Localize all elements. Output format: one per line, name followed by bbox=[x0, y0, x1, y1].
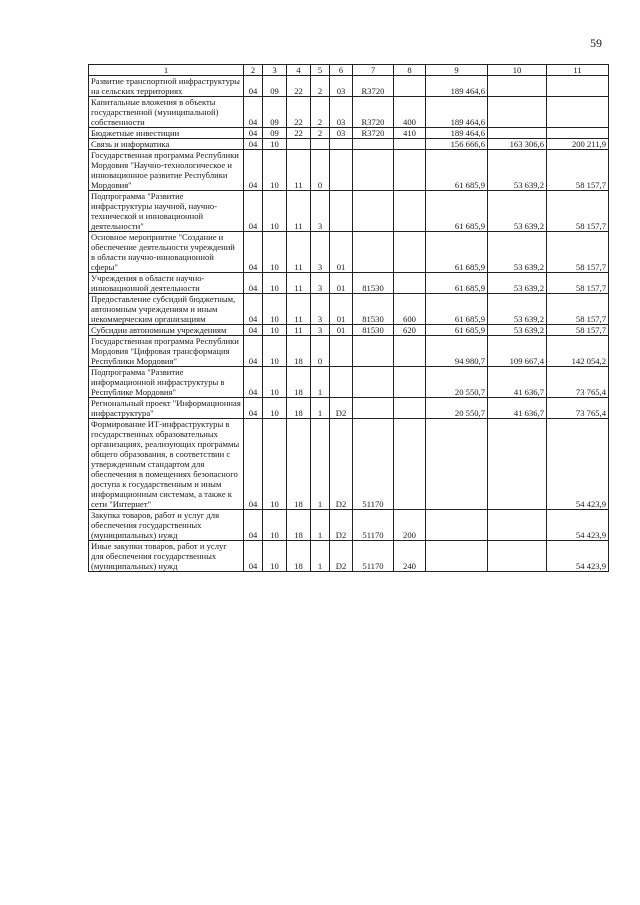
table-row bbox=[89, 419, 609, 510]
target-article-cell: R3720 bbox=[353, 76, 394, 97]
table-row bbox=[89, 367, 609, 398]
program-code-cell: 11 bbox=[287, 150, 311, 191]
amount-col9-cell: 61 685,9 bbox=[426, 294, 488, 325]
row-name-cell: Подпрограмма "Развитие информационной инфраструктуры в Республике Мордовия" bbox=[89, 367, 244, 398]
row-name-cell: Капитальные вложения в объекты государственной (муниципальной) собственности bbox=[89, 97, 244, 128]
event-code-cell: 03 bbox=[330, 97, 353, 128]
amount-col9-cell bbox=[426, 541, 488, 572]
row-name-cell: Основное мероприятие "Создание и обеспечение деятельности учреждений в области научно-инновационной сферы" bbox=[89, 232, 244, 273]
amount-col11-cell: 58 157,7 bbox=[547, 232, 609, 273]
table-row bbox=[89, 232, 609, 273]
column-header: 1 bbox=[89, 65, 244, 76]
amount-col10-cell: 163 306,6 bbox=[488, 139, 547, 150]
program-code-cell bbox=[287, 139, 311, 150]
table-row bbox=[89, 510, 609, 541]
expense-type-cell bbox=[394, 139, 426, 150]
amount-col11-cell: 58 157,7 bbox=[547, 150, 609, 191]
row-name-cell: Развитие транспортной инфраструктуры на сельских территориях bbox=[89, 76, 244, 97]
subprogram-code-cell: 1 bbox=[311, 367, 330, 398]
amount-col11-cell: 58 157,7 bbox=[547, 294, 609, 325]
section-code-cell: 04 bbox=[244, 150, 263, 191]
event-code-cell: D2 bbox=[330, 541, 353, 572]
subprogram-code-cell: 2 bbox=[311, 76, 330, 97]
amount-col10-cell bbox=[488, 76, 547, 97]
expense-type-cell: 400 bbox=[394, 97, 426, 128]
subsection-code-cell: 10 bbox=[263, 294, 287, 325]
table-row bbox=[89, 191, 609, 232]
section-code-cell: 04 bbox=[244, 76, 263, 97]
amount-col10-cell bbox=[488, 97, 547, 128]
subsection-code-cell: 10 bbox=[263, 191, 287, 232]
subprogram-code-cell: 3 bbox=[311, 273, 330, 294]
program-code-cell: 22 bbox=[287, 128, 311, 139]
program-code-cell: 18 bbox=[287, 419, 311, 510]
column-header: 11 bbox=[547, 65, 609, 76]
section-code-cell: 04 bbox=[244, 419, 263, 510]
event-code-cell: 03 bbox=[330, 76, 353, 97]
expense-type-cell: 240 bbox=[394, 541, 426, 572]
event-code-cell bbox=[330, 336, 353, 367]
expense-type-cell: 620 bbox=[394, 325, 426, 336]
expense-type-cell: 200 bbox=[394, 510, 426, 541]
target-article-cell: 81530 bbox=[353, 325, 394, 336]
subprogram-code-cell: 2 bbox=[311, 97, 330, 128]
subprogram-code-cell: 1 bbox=[311, 419, 330, 510]
expense-type-cell bbox=[394, 150, 426, 191]
program-code-cell: 18 bbox=[287, 398, 311, 419]
section-code-cell: 04 bbox=[244, 273, 263, 294]
program-code-cell: 22 bbox=[287, 97, 311, 128]
section-code-cell: 04 bbox=[244, 191, 263, 232]
table-row bbox=[89, 139, 609, 150]
amount-col9-cell: 94 980,7 bbox=[426, 336, 488, 367]
amount-col10-cell bbox=[488, 510, 547, 541]
program-code-cell: 11 bbox=[287, 191, 311, 232]
budget-table bbox=[88, 64, 609, 572]
target-article-cell bbox=[353, 191, 394, 232]
subprogram-code-cell: 3 bbox=[311, 294, 330, 325]
amount-col10-cell bbox=[488, 541, 547, 572]
section-code-cell: 04 bbox=[244, 510, 263, 541]
subsection-code-cell: 10 bbox=[263, 367, 287, 398]
amount-col11-cell: 58 157,7 bbox=[547, 273, 609, 294]
program-code-cell: 18 bbox=[287, 541, 311, 572]
expense-type-cell bbox=[394, 232, 426, 273]
amount-col9-cell: 61 685,9 bbox=[426, 150, 488, 191]
section-code-cell: 04 bbox=[244, 97, 263, 128]
amount-col10-cell: 53 639,2 bbox=[488, 232, 547, 273]
row-name-cell: Связь и информатика bbox=[89, 139, 244, 150]
table-row bbox=[89, 325, 609, 336]
event-code-cell: 01 bbox=[330, 273, 353, 294]
expense-type-cell: 410 bbox=[394, 128, 426, 139]
target-article-cell: 81530 bbox=[353, 294, 394, 325]
subsection-code-cell: 10 bbox=[263, 232, 287, 273]
section-code-cell: 04 bbox=[244, 325, 263, 336]
subsection-code-cell: 10 bbox=[263, 419, 287, 510]
target-article-cell bbox=[353, 336, 394, 367]
expense-type-cell: 600 bbox=[394, 294, 426, 325]
section-code-cell: 04 bbox=[244, 294, 263, 325]
row-name-cell: Закупка товаров, работ и услуг для обеспечения государственных (муниципальных) нужд bbox=[89, 510, 244, 541]
column-header: 6 bbox=[330, 65, 353, 76]
event-code-cell bbox=[330, 139, 353, 150]
table-row bbox=[89, 273, 609, 294]
section-code-cell: 04 bbox=[244, 336, 263, 367]
amount-col9-cell: 61 685,9 bbox=[426, 273, 488, 294]
subprogram-code-cell: 3 bbox=[311, 325, 330, 336]
row-name-cell: Иные закупки товаров, работ и услуг для обеспечения государственных (муниципальных) нужд bbox=[89, 541, 244, 572]
amount-col9-cell bbox=[426, 419, 488, 510]
row-name-cell: Бюджетные инвестиции bbox=[89, 128, 244, 139]
subsection-code-cell: 10 bbox=[263, 150, 287, 191]
amount-col11-cell: 58 157,7 bbox=[547, 191, 609, 232]
program-code-cell: 18 bbox=[287, 336, 311, 367]
event-code-cell: D2 bbox=[330, 398, 353, 419]
amount-col11-cell: 54 423,9 bbox=[547, 419, 609, 510]
amount-col9-cell: 20 550,7 bbox=[426, 367, 488, 398]
target-article-cell bbox=[353, 367, 394, 398]
amount-col10-cell: 53 639,2 bbox=[488, 294, 547, 325]
table-body bbox=[89, 76, 609, 572]
amount-col11-cell: 58 157,7 bbox=[547, 325, 609, 336]
section-code-cell: 04 bbox=[244, 232, 263, 273]
subsection-code-cell: 10 bbox=[263, 139, 287, 150]
section-code-cell: 04 bbox=[244, 367, 263, 398]
table-row bbox=[89, 398, 609, 419]
table-row bbox=[89, 76, 609, 97]
target-article-cell: 51170 bbox=[353, 419, 394, 510]
target-article-cell: R3720 bbox=[353, 128, 394, 139]
subprogram-code-cell: 3 bbox=[311, 191, 330, 232]
column-header: 2 bbox=[244, 65, 263, 76]
amount-col9-cell: 189 464,6 bbox=[426, 128, 488, 139]
event-code-cell: 03 bbox=[330, 128, 353, 139]
amount-col9-cell: 189 464,6 bbox=[426, 76, 488, 97]
program-code-cell: 18 bbox=[287, 510, 311, 541]
amount-col10-cell: 53 639,2 bbox=[488, 150, 547, 191]
subsection-code-cell: 10 bbox=[263, 541, 287, 572]
amount-col11-cell bbox=[547, 76, 609, 97]
amount-col9-cell: 61 685,9 bbox=[426, 325, 488, 336]
amount-col11-cell: 54 423,9 bbox=[547, 541, 609, 572]
target-article-cell bbox=[353, 398, 394, 419]
table-header-row bbox=[89, 65, 609, 76]
target-article-cell bbox=[353, 139, 394, 150]
row-name-cell: Государственная программа Республики Мордовия "Цифровая трансформация Республики Мордовия" bbox=[89, 336, 244, 367]
event-code-cell: 01 bbox=[330, 232, 353, 273]
subprogram-code-cell bbox=[311, 139, 330, 150]
column-header: 8 bbox=[394, 65, 426, 76]
amount-col10-cell: 41 636,7 bbox=[488, 367, 547, 398]
subsection-code-cell: 09 bbox=[263, 97, 287, 128]
amount-col9-cell: 61 685,9 bbox=[426, 232, 488, 273]
event-code-cell: 01 bbox=[330, 294, 353, 325]
expense-type-cell bbox=[394, 76, 426, 97]
subsection-code-cell: 09 bbox=[263, 128, 287, 139]
table-row bbox=[89, 150, 609, 191]
amount-col11-cell: 73 765,4 bbox=[547, 367, 609, 398]
amount-col9-cell: 61 685,9 bbox=[426, 191, 488, 232]
subprogram-code-cell: 0 bbox=[311, 336, 330, 367]
target-article-cell: 81530 bbox=[353, 273, 394, 294]
program-code-cell: 11 bbox=[287, 294, 311, 325]
row-name-cell: Предоставление субсидий бюджетным, автономным учреждениям и иным некоммерческим организациям bbox=[89, 294, 244, 325]
section-code-cell: 04 bbox=[244, 139, 263, 150]
amount-col11-cell: 54 423,9 bbox=[547, 510, 609, 541]
amount-col11-cell bbox=[547, 97, 609, 128]
program-code-cell: 11 bbox=[287, 232, 311, 273]
target-article-cell: 51170 bbox=[353, 510, 394, 541]
amount-col11-cell: 73 765,4 bbox=[547, 398, 609, 419]
table-row bbox=[89, 128, 609, 139]
program-code-cell: 11 bbox=[287, 273, 311, 294]
event-code-cell bbox=[330, 367, 353, 398]
amount-col10-cell bbox=[488, 128, 547, 139]
row-name-cell: Региональный проект "Информационная инфраструктура" bbox=[89, 398, 244, 419]
column-header: 3 bbox=[263, 65, 287, 76]
subprogram-code-cell: 1 bbox=[311, 510, 330, 541]
subprogram-code-cell: 1 bbox=[311, 541, 330, 572]
table-row bbox=[89, 336, 609, 367]
subsection-code-cell: 10 bbox=[263, 273, 287, 294]
subsection-code-cell: 10 bbox=[263, 510, 287, 541]
event-code-cell bbox=[330, 191, 353, 232]
section-code-cell: 04 bbox=[244, 541, 263, 572]
table-row bbox=[89, 541, 609, 572]
table-row bbox=[89, 97, 609, 128]
event-code-cell: D2 bbox=[330, 419, 353, 510]
target-article-cell: 51170 bbox=[353, 541, 394, 572]
amount-col10-cell: 53 639,2 bbox=[488, 325, 547, 336]
amount-col10-cell: 53 639,2 bbox=[488, 273, 547, 294]
subprogram-code-cell: 2 bbox=[311, 128, 330, 139]
amount-col10-cell: 41 636,7 bbox=[488, 398, 547, 419]
expense-type-cell bbox=[394, 367, 426, 398]
row-name-cell: Государственная программа Республики Мордовия "Научно-технологическое и инновационное развитие Республики Мордовия" bbox=[89, 150, 244, 191]
amount-col11-cell bbox=[547, 128, 609, 139]
program-code-cell: 11 bbox=[287, 325, 311, 336]
amount-col11-cell: 142 054,2 bbox=[547, 336, 609, 367]
subsection-code-cell: 10 bbox=[263, 325, 287, 336]
amount-col9-cell bbox=[426, 510, 488, 541]
amount-col9-cell: 189 464,6 bbox=[426, 97, 488, 128]
row-name-cell: Формирование ИТ-инфраструктуры в государственных образовательных организациях, реализующих программы общего образования, в соответствии с утвержденным стандартом для обеспечения в помещениях безопасного доступа к государственным и иным информационным системам, а также к сети "Интернет" bbox=[89, 419, 244, 510]
program-code-cell: 22 bbox=[287, 76, 311, 97]
row-name-cell: Подпрограмма "Развитие инфраструктуры научной, научно-технической и инновационной деятельности" bbox=[89, 191, 244, 232]
column-header: 7 bbox=[353, 65, 394, 76]
section-code-cell: 04 bbox=[244, 398, 263, 419]
expense-type-cell bbox=[394, 419, 426, 510]
subsection-code-cell: 09 bbox=[263, 76, 287, 97]
target-article-cell bbox=[353, 150, 394, 191]
row-name-cell: Субсидии автономным учреждениям bbox=[89, 325, 244, 336]
program-code-cell: 18 bbox=[287, 367, 311, 398]
amount-col9-cell: 156 666,6 bbox=[426, 139, 488, 150]
section-code-cell: 04 bbox=[244, 128, 263, 139]
amount-col11-cell: 200 211,9 bbox=[547, 139, 609, 150]
column-header: 10 bbox=[488, 65, 547, 76]
target-article-cell bbox=[353, 232, 394, 273]
subprogram-code-cell: 3 bbox=[311, 232, 330, 273]
subprogram-code-cell: 1 bbox=[311, 398, 330, 419]
subsection-code-cell: 10 bbox=[263, 336, 287, 367]
column-header: 9 bbox=[426, 65, 488, 76]
table-row bbox=[89, 294, 609, 325]
subsection-code-cell: 10 bbox=[263, 398, 287, 419]
row-name-cell: Учреждения в области научно-инновационной деятельности bbox=[89, 273, 244, 294]
expense-type-cell bbox=[394, 398, 426, 419]
event-code-cell: D2 bbox=[330, 510, 353, 541]
column-header: 5 bbox=[311, 65, 330, 76]
expense-type-cell bbox=[394, 336, 426, 367]
subprogram-code-cell: 0 bbox=[311, 150, 330, 191]
amount-col9-cell: 20 550,7 bbox=[426, 398, 488, 419]
amount-col10-cell: 109 667,4 bbox=[488, 336, 547, 367]
expense-type-cell bbox=[394, 273, 426, 294]
amount-col10-cell bbox=[488, 419, 547, 510]
column-header: 4 bbox=[287, 65, 311, 76]
event-code-cell: 01 bbox=[330, 325, 353, 336]
expense-type-cell bbox=[394, 191, 426, 232]
event-code-cell bbox=[330, 150, 353, 191]
target-article-cell: R3720 bbox=[353, 97, 394, 128]
page-number: 59 bbox=[590, 36, 602, 50]
amount-col10-cell: 53 639,2 bbox=[488, 191, 547, 232]
